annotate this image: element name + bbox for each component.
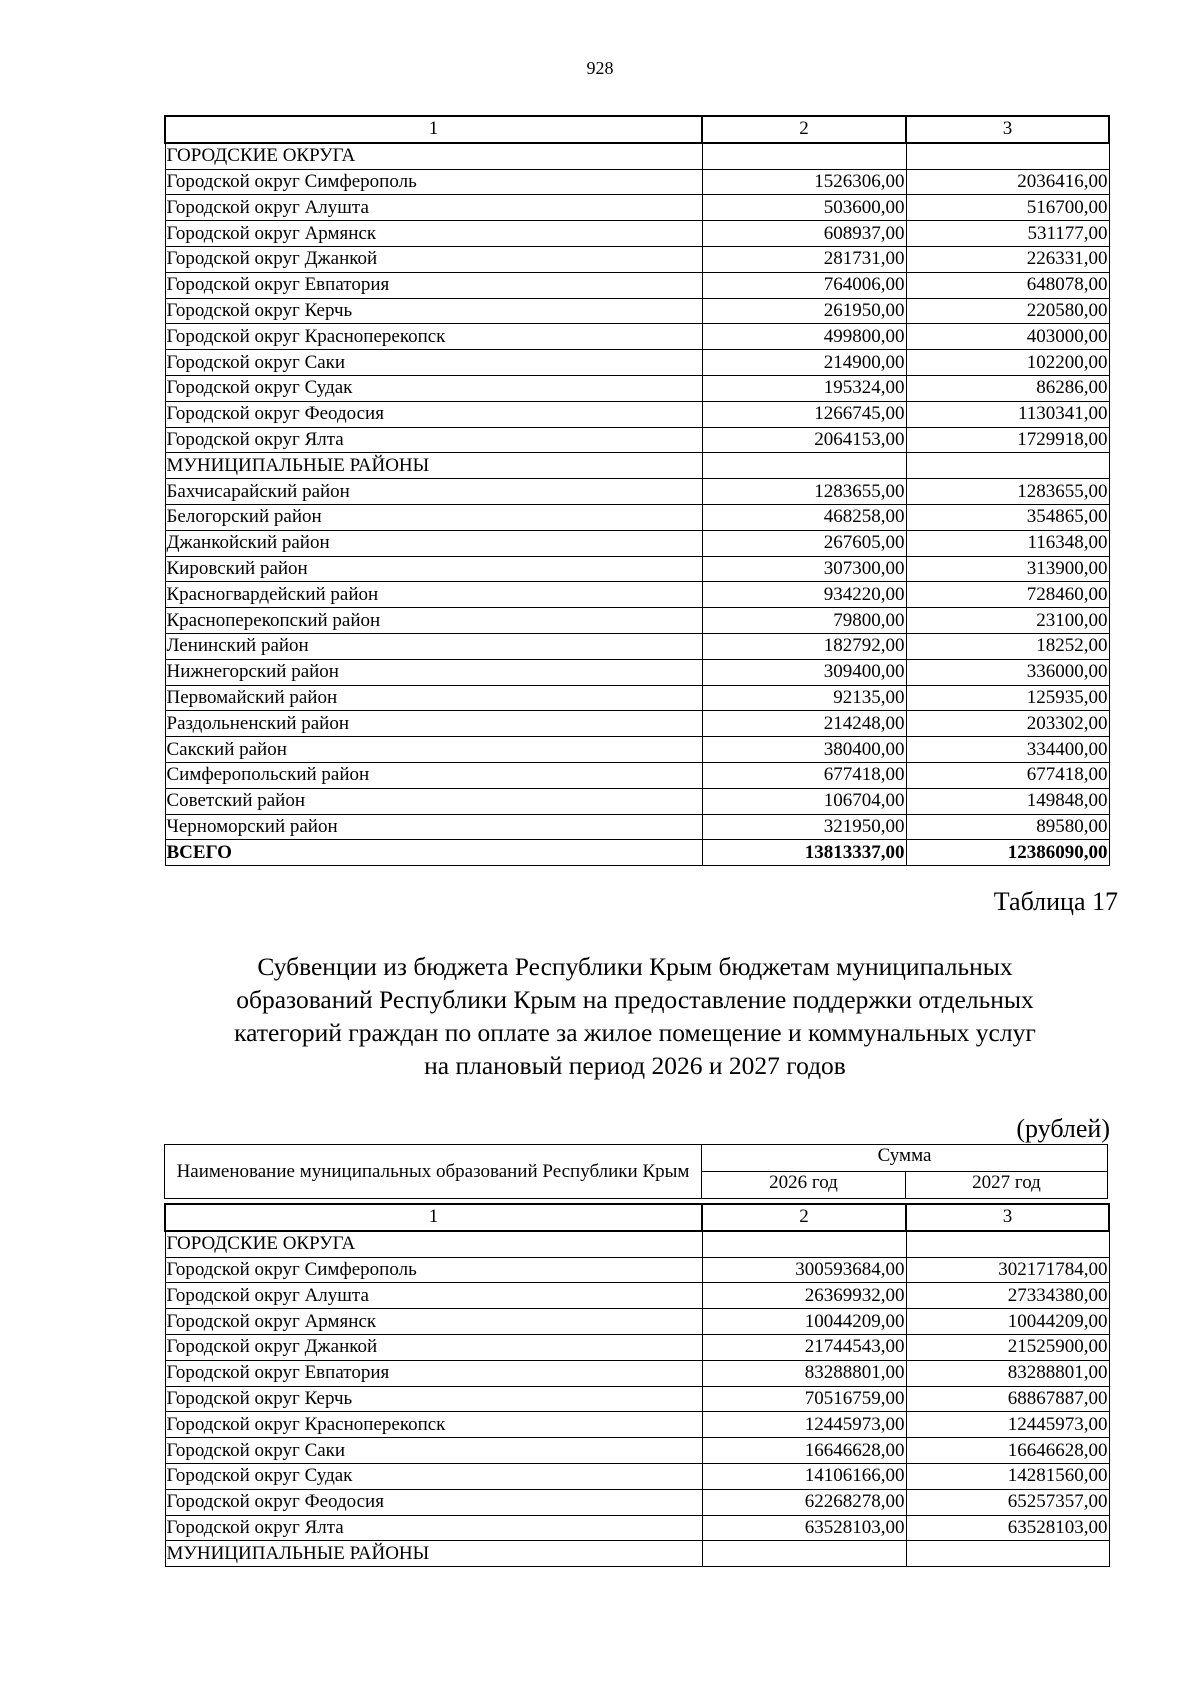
amount-2026: 182792,00 xyxy=(702,633,906,659)
table-row xyxy=(165,530,1109,556)
column-number-row xyxy=(165,116,1109,143)
amount-2026: 321950,00 xyxy=(702,814,906,840)
amount-2027: 1130341,00 xyxy=(906,401,1109,427)
amount-2027: 116348,00 xyxy=(906,530,1109,556)
municipality-name: Городской округ Керчь xyxy=(165,298,702,324)
amount-2026: 63528103,00 xyxy=(702,1515,906,1541)
municipality-name: Красногвардейский район xyxy=(165,582,702,608)
municipality-name: Сакский район xyxy=(165,737,702,763)
amount-2027: 12445973,00 xyxy=(906,1412,1109,1438)
table-row xyxy=(165,401,1109,427)
amount-2027: 220580,00 xyxy=(906,298,1109,324)
table-row xyxy=(165,221,1109,247)
amount-2027 xyxy=(906,453,1109,479)
municipality-name: Черноморский район xyxy=(165,814,702,840)
table-row xyxy=(165,788,1109,814)
table-row xyxy=(165,737,1109,763)
amount-2027: 14281560,00 xyxy=(906,1463,1109,1489)
subvention-table xyxy=(164,1203,1110,1567)
table-row xyxy=(165,169,1109,195)
column-number: 3 xyxy=(906,1204,1109,1231)
municipality-name: Ленинский район xyxy=(165,633,702,659)
title-line: образований Республики Крым на предоставление поддержки отдельных xyxy=(236,985,1034,1014)
table-row xyxy=(165,1412,1109,1438)
amount-2026 xyxy=(702,143,906,169)
table-row xyxy=(165,504,1109,530)
amount-2027 xyxy=(906,1541,1109,1567)
municipality-name: Белогорский район xyxy=(165,504,702,530)
section-row xyxy=(165,143,1109,169)
amount-2026: 267605,00 xyxy=(702,530,906,556)
amount-2026: 380400,00 xyxy=(702,737,906,763)
amount-2027: 403000,00 xyxy=(906,324,1109,350)
municipality-name: Городской округ Феодосия xyxy=(165,401,702,427)
units-label: (рублей) xyxy=(1016,1114,1110,1143)
amount-2026: 214900,00 xyxy=(702,350,906,376)
table-row xyxy=(165,1386,1109,1412)
amount-2026: 499800,00 xyxy=(702,324,906,350)
amount-2026: 1526306,00 xyxy=(702,169,906,195)
column-number: 2 xyxy=(702,1204,906,1231)
table-row xyxy=(165,711,1109,737)
amount-2026: 608937,00 xyxy=(702,221,906,247)
municipality-name: Городской округ Симферополь xyxy=(165,1257,702,1283)
total-row xyxy=(165,840,1109,866)
municipality-name: Городской округ Алушта xyxy=(165,195,702,221)
amount-2027: 648078,00 xyxy=(906,272,1109,298)
amount-2026: 13813337,00 xyxy=(702,840,906,866)
amount-2027: 89580,00 xyxy=(906,814,1109,840)
municipality-name: Городской округ Алушта xyxy=(165,1283,702,1309)
section-row xyxy=(165,1541,1109,1567)
municipality-name: Городской округ Евпатория xyxy=(165,272,702,298)
municipality-name: Городской округ Судак xyxy=(165,375,702,401)
municipality-name: Джанкойский район xyxy=(165,530,702,556)
header-year-2027: 2027 год xyxy=(905,1171,1108,1199)
municipality-name: Городской округ Феодосия xyxy=(165,1489,702,1515)
amount-2027 xyxy=(906,1231,1109,1257)
amount-2027: 226331,00 xyxy=(906,246,1109,272)
amount-2027: 531177,00 xyxy=(906,221,1109,247)
municipality-name: Красноперекопский район xyxy=(165,608,702,634)
column-number: 1 xyxy=(165,1204,702,1231)
table-row xyxy=(165,298,1109,324)
title-line: Субвенции из бюджета Республики Крым бюджетам муниципальных xyxy=(257,952,1013,981)
table-row xyxy=(165,427,1109,453)
table-row xyxy=(165,375,1109,401)
column-number: 1 xyxy=(165,116,702,143)
amount-2026: 14106166,00 xyxy=(702,1463,906,1489)
municipality-name: МУНИЦИПАЛЬНЫЕ РАЙОНЫ xyxy=(165,1541,702,1567)
amount-2027: 149848,00 xyxy=(906,788,1109,814)
amount-2026: 214248,00 xyxy=(702,711,906,737)
amount-2026 xyxy=(702,1231,906,1257)
table-row xyxy=(165,1438,1109,1464)
column-number: 3 xyxy=(906,116,1109,143)
table-row xyxy=(165,582,1109,608)
amount-2026: 309400,00 xyxy=(702,659,906,685)
table-row xyxy=(165,1489,1109,1515)
amount-2026: 195324,00 xyxy=(702,375,906,401)
section-row xyxy=(165,1231,1109,1257)
table-title xyxy=(160,950,1110,1082)
amount-2026: 10044209,00 xyxy=(702,1309,906,1335)
table-row xyxy=(165,479,1109,505)
header-year-2026: 2026 год xyxy=(701,1171,906,1199)
header-name-column: Наименование муниципальных образований Республики Крым xyxy=(164,1144,702,1199)
amount-2026: 26369932,00 xyxy=(702,1283,906,1309)
title-line: категорий граждан по оплате за жилое помещение и коммунальных услуг xyxy=(234,1018,1036,1047)
municipality-name: Городской округ Саки xyxy=(165,350,702,376)
amount-2027: 21525900,00 xyxy=(906,1334,1109,1360)
amount-2027: 12386090,00 xyxy=(906,840,1109,866)
table-row xyxy=(165,608,1109,634)
table-row xyxy=(165,762,1109,788)
table-row xyxy=(165,195,1109,221)
municipality-name: Бахчисарайский район xyxy=(165,479,702,505)
municipality-name: Нижнегорский район xyxy=(165,659,702,685)
municipality-name: Городской округ Саки xyxy=(165,1438,702,1464)
amount-2027: 83288801,00 xyxy=(906,1360,1109,1386)
municipality-name: Городской округ Армянск xyxy=(165,221,702,247)
municipality-name: Городской округ Керчь xyxy=(165,1386,702,1412)
municipality-name: Симферопольский район xyxy=(165,762,702,788)
amount-2027: 354865,00 xyxy=(906,504,1109,530)
title-line: на плановый период 2026 и 2027 годов xyxy=(424,1051,846,1080)
amount-2027: 516700,00 xyxy=(906,195,1109,221)
amount-2027: 63528103,00 xyxy=(906,1515,1109,1541)
municipality-name: Городской округ Симферополь xyxy=(165,169,702,195)
amount-2026: 70516759,00 xyxy=(702,1386,906,1412)
table-row xyxy=(165,556,1109,582)
table-row xyxy=(165,272,1109,298)
table-row xyxy=(165,633,1109,659)
amount-2027: 302171784,00 xyxy=(906,1257,1109,1283)
amount-2027: 65257357,00 xyxy=(906,1489,1109,1515)
amount-2026: 16646628,00 xyxy=(702,1438,906,1464)
table-row xyxy=(165,350,1109,376)
municipality-name: Советский район xyxy=(165,788,702,814)
amount-2026: 21744543,00 xyxy=(702,1334,906,1360)
amount-2027: 203302,00 xyxy=(906,711,1109,737)
table-label: Таблица 17 xyxy=(993,887,1118,916)
section-row xyxy=(165,453,1109,479)
amount-2027: 336000,00 xyxy=(906,659,1109,685)
amount-2027: 68867887,00 xyxy=(906,1386,1109,1412)
budget-table-continued xyxy=(164,115,1110,866)
table-row xyxy=(165,1360,1109,1386)
table-row xyxy=(165,1309,1109,1335)
table-row xyxy=(165,324,1109,350)
table-row xyxy=(165,1283,1109,1309)
amount-2026 xyxy=(702,1541,906,1567)
amount-2027: 27334380,00 xyxy=(906,1283,1109,1309)
municipality-name: Первомайский район xyxy=(165,685,702,711)
amount-2026: 934220,00 xyxy=(702,582,906,608)
amount-2026: 468258,00 xyxy=(702,504,906,530)
municipality-name: МУНИЦИПАЛЬНЫЕ РАЙОНЫ xyxy=(165,453,702,479)
amount-2026: 503600,00 xyxy=(702,195,906,221)
amount-2026: 62268278,00 xyxy=(702,1489,906,1515)
amount-2026: 307300,00 xyxy=(702,556,906,582)
municipality-name: Городской округ Джанкой xyxy=(165,246,702,272)
amount-2026: 2064153,00 xyxy=(702,427,906,453)
table-row xyxy=(165,1257,1109,1283)
table-row xyxy=(165,1515,1109,1541)
amount-2027: 16646628,00 xyxy=(906,1438,1109,1464)
municipality-name: Городской округ Красноперекопск xyxy=(165,1412,702,1438)
column-number-row xyxy=(165,1204,1109,1231)
amount-2026: 106704,00 xyxy=(702,788,906,814)
municipality-name: Городской округ Евпатория xyxy=(165,1360,702,1386)
amount-2026: 1266745,00 xyxy=(702,401,906,427)
amount-2027: 125935,00 xyxy=(906,685,1109,711)
amount-2027: 677418,00 xyxy=(906,762,1109,788)
column-number: 2 xyxy=(702,116,906,143)
municipality-name: Городской округ Красноперекопск xyxy=(165,324,702,350)
table-row xyxy=(165,659,1109,685)
amount-2027: 334400,00 xyxy=(906,737,1109,763)
amount-2027: 1283655,00 xyxy=(906,479,1109,505)
table-header xyxy=(164,1144,1108,1199)
amount-2027: 102200,00 xyxy=(906,350,1109,376)
amount-2026: 79800,00 xyxy=(702,608,906,634)
amount-2026: 12445973,00 xyxy=(702,1412,906,1438)
amount-2026: 764006,00 xyxy=(702,272,906,298)
municipality-name: ГОРОДСКИЕ ОКРУГА xyxy=(165,143,702,169)
amount-2026: 261950,00 xyxy=(702,298,906,324)
municipality-name: ГОРОДСКИЕ ОКРУГА xyxy=(165,1231,702,1257)
amount-2026: 1283655,00 xyxy=(702,479,906,505)
amount-2026: 281731,00 xyxy=(702,246,906,272)
table-row xyxy=(165,246,1109,272)
municipality-name: Городской округ Ялта xyxy=(165,427,702,453)
amount-2027: 10044209,00 xyxy=(906,1309,1109,1335)
amount-2026: 300593684,00 xyxy=(702,1257,906,1283)
municipality-name: Городской округ Ялта xyxy=(165,1515,702,1541)
table-row xyxy=(165,814,1109,840)
amount-2027: 1729918,00 xyxy=(906,427,1109,453)
amount-2026: 677418,00 xyxy=(702,762,906,788)
amount-2026: 83288801,00 xyxy=(702,1360,906,1386)
table-row xyxy=(165,685,1109,711)
table-row xyxy=(165,1463,1109,1489)
page-number: 928 xyxy=(586,58,614,78)
municipality-name: Раздольненский район xyxy=(165,711,702,737)
amount-2026 xyxy=(702,453,906,479)
amount-2027: 23100,00 xyxy=(906,608,1109,634)
header-sum: Сумма xyxy=(701,1144,1108,1172)
municipality-name: Городской округ Судак xyxy=(165,1463,702,1489)
amount-2027 xyxy=(906,143,1109,169)
amount-2026: 92135,00 xyxy=(702,685,906,711)
amount-2027: 18252,00 xyxy=(906,633,1109,659)
municipality-name: ВСЕГО xyxy=(165,840,702,866)
table-row xyxy=(165,1334,1109,1360)
amount-2027: 313900,00 xyxy=(906,556,1109,582)
municipality-name: Городской округ Джанкой xyxy=(165,1334,702,1360)
municipality-name: Кировский район xyxy=(165,556,702,582)
amount-2027: 86286,00 xyxy=(906,375,1109,401)
municipality-name: Городской округ Армянск xyxy=(165,1309,702,1335)
amount-2027: 728460,00 xyxy=(906,582,1109,608)
amount-2027: 2036416,00 xyxy=(906,169,1109,195)
